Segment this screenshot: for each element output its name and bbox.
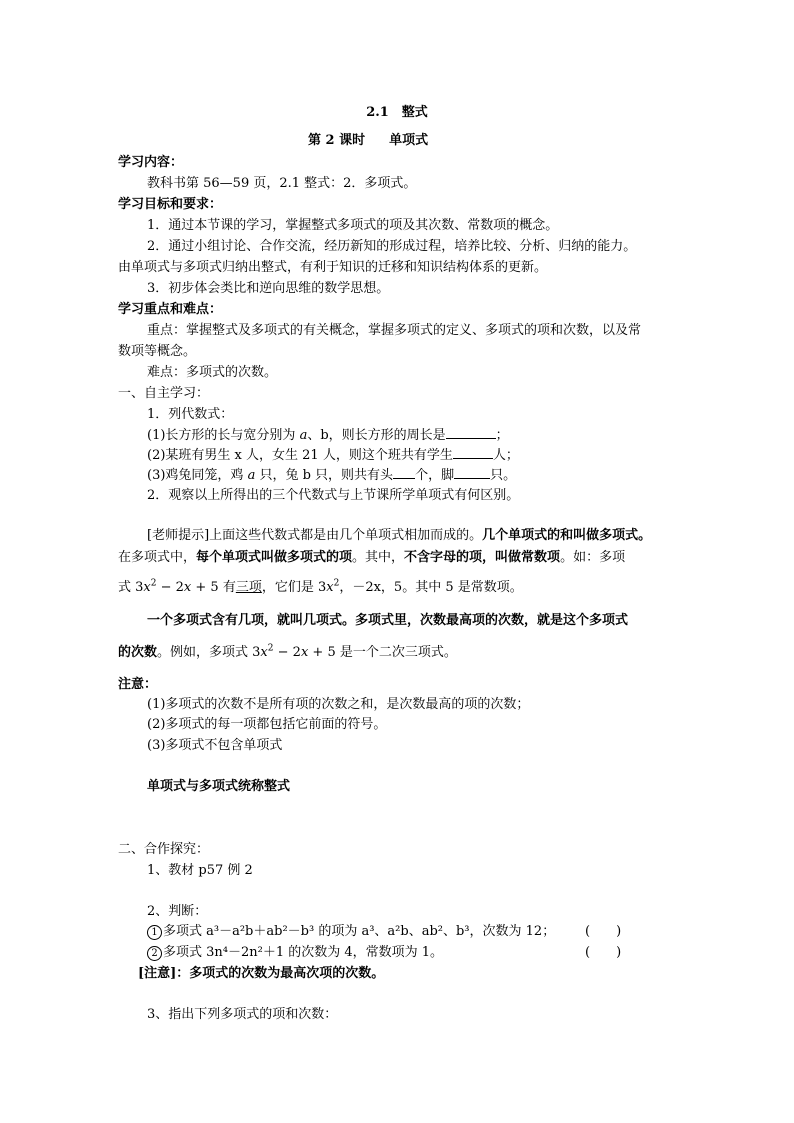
page-title: 2.1 整式 xyxy=(366,105,428,120)
cooperation-item-2: 2、判断： xyxy=(147,904,208,919)
judgment-2: 2 多项式 3n⁴－2n²＋1 的次数为 4，常数项为 1。 xyxy=(147,944,443,962)
answer-blank[interactable] xyxy=(446,426,496,439)
circled-number-2: 2 xyxy=(147,946,162,961)
note-heading: 注意： xyxy=(118,677,158,692)
content-heading: 学习内容： xyxy=(118,155,184,170)
answer-blank[interactable] xyxy=(393,466,415,479)
self-study-item-1: 1．列代数式： xyxy=(147,407,234,422)
question-1: (1)长方形的长与宽分别为 a、b，则长方形的周长是 ； xyxy=(147,428,509,443)
goals-heading: 学习目标和要求： xyxy=(118,197,223,212)
content-text: 教科书第 56—59 页，2.1 整式：2．多项式。 xyxy=(147,176,417,191)
cooperation-heading: 二、合作探究： xyxy=(118,842,210,857)
teacher-tip-line-1: [老师提示]上面这些代数式都是由几个单项式相加而成的。几个单项式的和叫做多项式。 xyxy=(147,528,652,543)
goal-1: 1．通过本节课的学习，掌握整式多项式的项及其次数、常数项的概念。 xyxy=(147,218,559,233)
judgment-1-answer[interactable]: ( ) xyxy=(585,924,622,939)
degree-definition-line-2: 的次数。例如，多项式 $3x^2 - 2x + 5$ 是一个二次三项式。 xyxy=(118,643,457,660)
question-3: (3)鸡兔同笼，鸡 a 只，兔 b 只，则共有头 个，脚 只。 xyxy=(147,468,517,483)
self-study-item-2: 2．观察以上所得出的三个代数式与上节课所学单项式有何区别。 xyxy=(147,488,520,503)
question-2: (2)某班有男生 x 人，女生 21 人，则这个班共有学生 人； xyxy=(147,448,519,463)
answer-blank[interactable] xyxy=(454,466,490,479)
teacher-tip-line-2: 在多项式中，每个单项式叫做多项式的项。其中，不含字母的项，叫做常数项。如：多项 xyxy=(118,550,626,565)
judgment-1: 1 多项式 a³－a²b＋ab²－b³ 的项为 a³、a²b、ab²、b³，次数为 12； xyxy=(147,923,555,941)
circled-number-1: 1 xyxy=(147,925,162,940)
goal-3: 3．初步体会类比和逆向思维的数学思想。 xyxy=(147,281,390,296)
goal-2-line-2: 由单项式与多项式归纳出整式，有利于知识的迁移和知识结构体系的更新。 xyxy=(118,260,548,275)
goal-2-line-1: 2．通过小组讨论、合作交流，经历新知的形成过程，培养比较、分析、归纳的能力。 xyxy=(147,239,637,254)
difficult-point: 难点：多项式的次数。 xyxy=(147,365,278,380)
judgment-note: [注意]：多项式的次数为最高次项的次数。 xyxy=(138,966,385,981)
key-point-line-1: 重点：掌握整式及多项式的有关概念，掌握多项式的定义、多项式的项和次数，以及常 xyxy=(147,323,642,338)
key-heading: 学习重点和难点： xyxy=(118,302,223,317)
teacher-tip-line-3: 式 $3x^2 - 2x + 5$ 有三项，它们是 $3x^2$，－2x，5。其中 5 是常数项。 xyxy=(118,578,523,595)
degree-definition-line-1: 一个多项式含有几项，就叫几项式。多项式里，次数最高项的次数，就是这个多项式 xyxy=(147,613,629,628)
note-2: (2)多项式的每一项都包括它前面的符号。 xyxy=(147,717,387,732)
cooperation-item-3: 3、指出下列多项式的项和次数： xyxy=(147,1007,338,1022)
summary-statement: 单项式与多项式统称整式 xyxy=(147,779,291,794)
cooperation-item-1: 1、教材 p57 例 2 xyxy=(147,863,253,878)
key-point-line-2: 数项等概念。 xyxy=(118,344,197,359)
answer-blank[interactable] xyxy=(453,446,493,459)
lesson-subtitle xyxy=(308,132,428,150)
note-1: (1)多项式的次数不是所有项的次数之和，是次数最高的项的次数； xyxy=(147,697,530,712)
lesson-topic: 单项式 xyxy=(389,133,429,148)
self-study-heading: 一、自主学习： xyxy=(118,386,210,401)
judgment-2-answer[interactable]: ( ) xyxy=(585,945,622,960)
note-3: (3)多项式不包含单项式 xyxy=(147,738,283,753)
lesson-number: 第 2 课时 xyxy=(308,133,366,148)
